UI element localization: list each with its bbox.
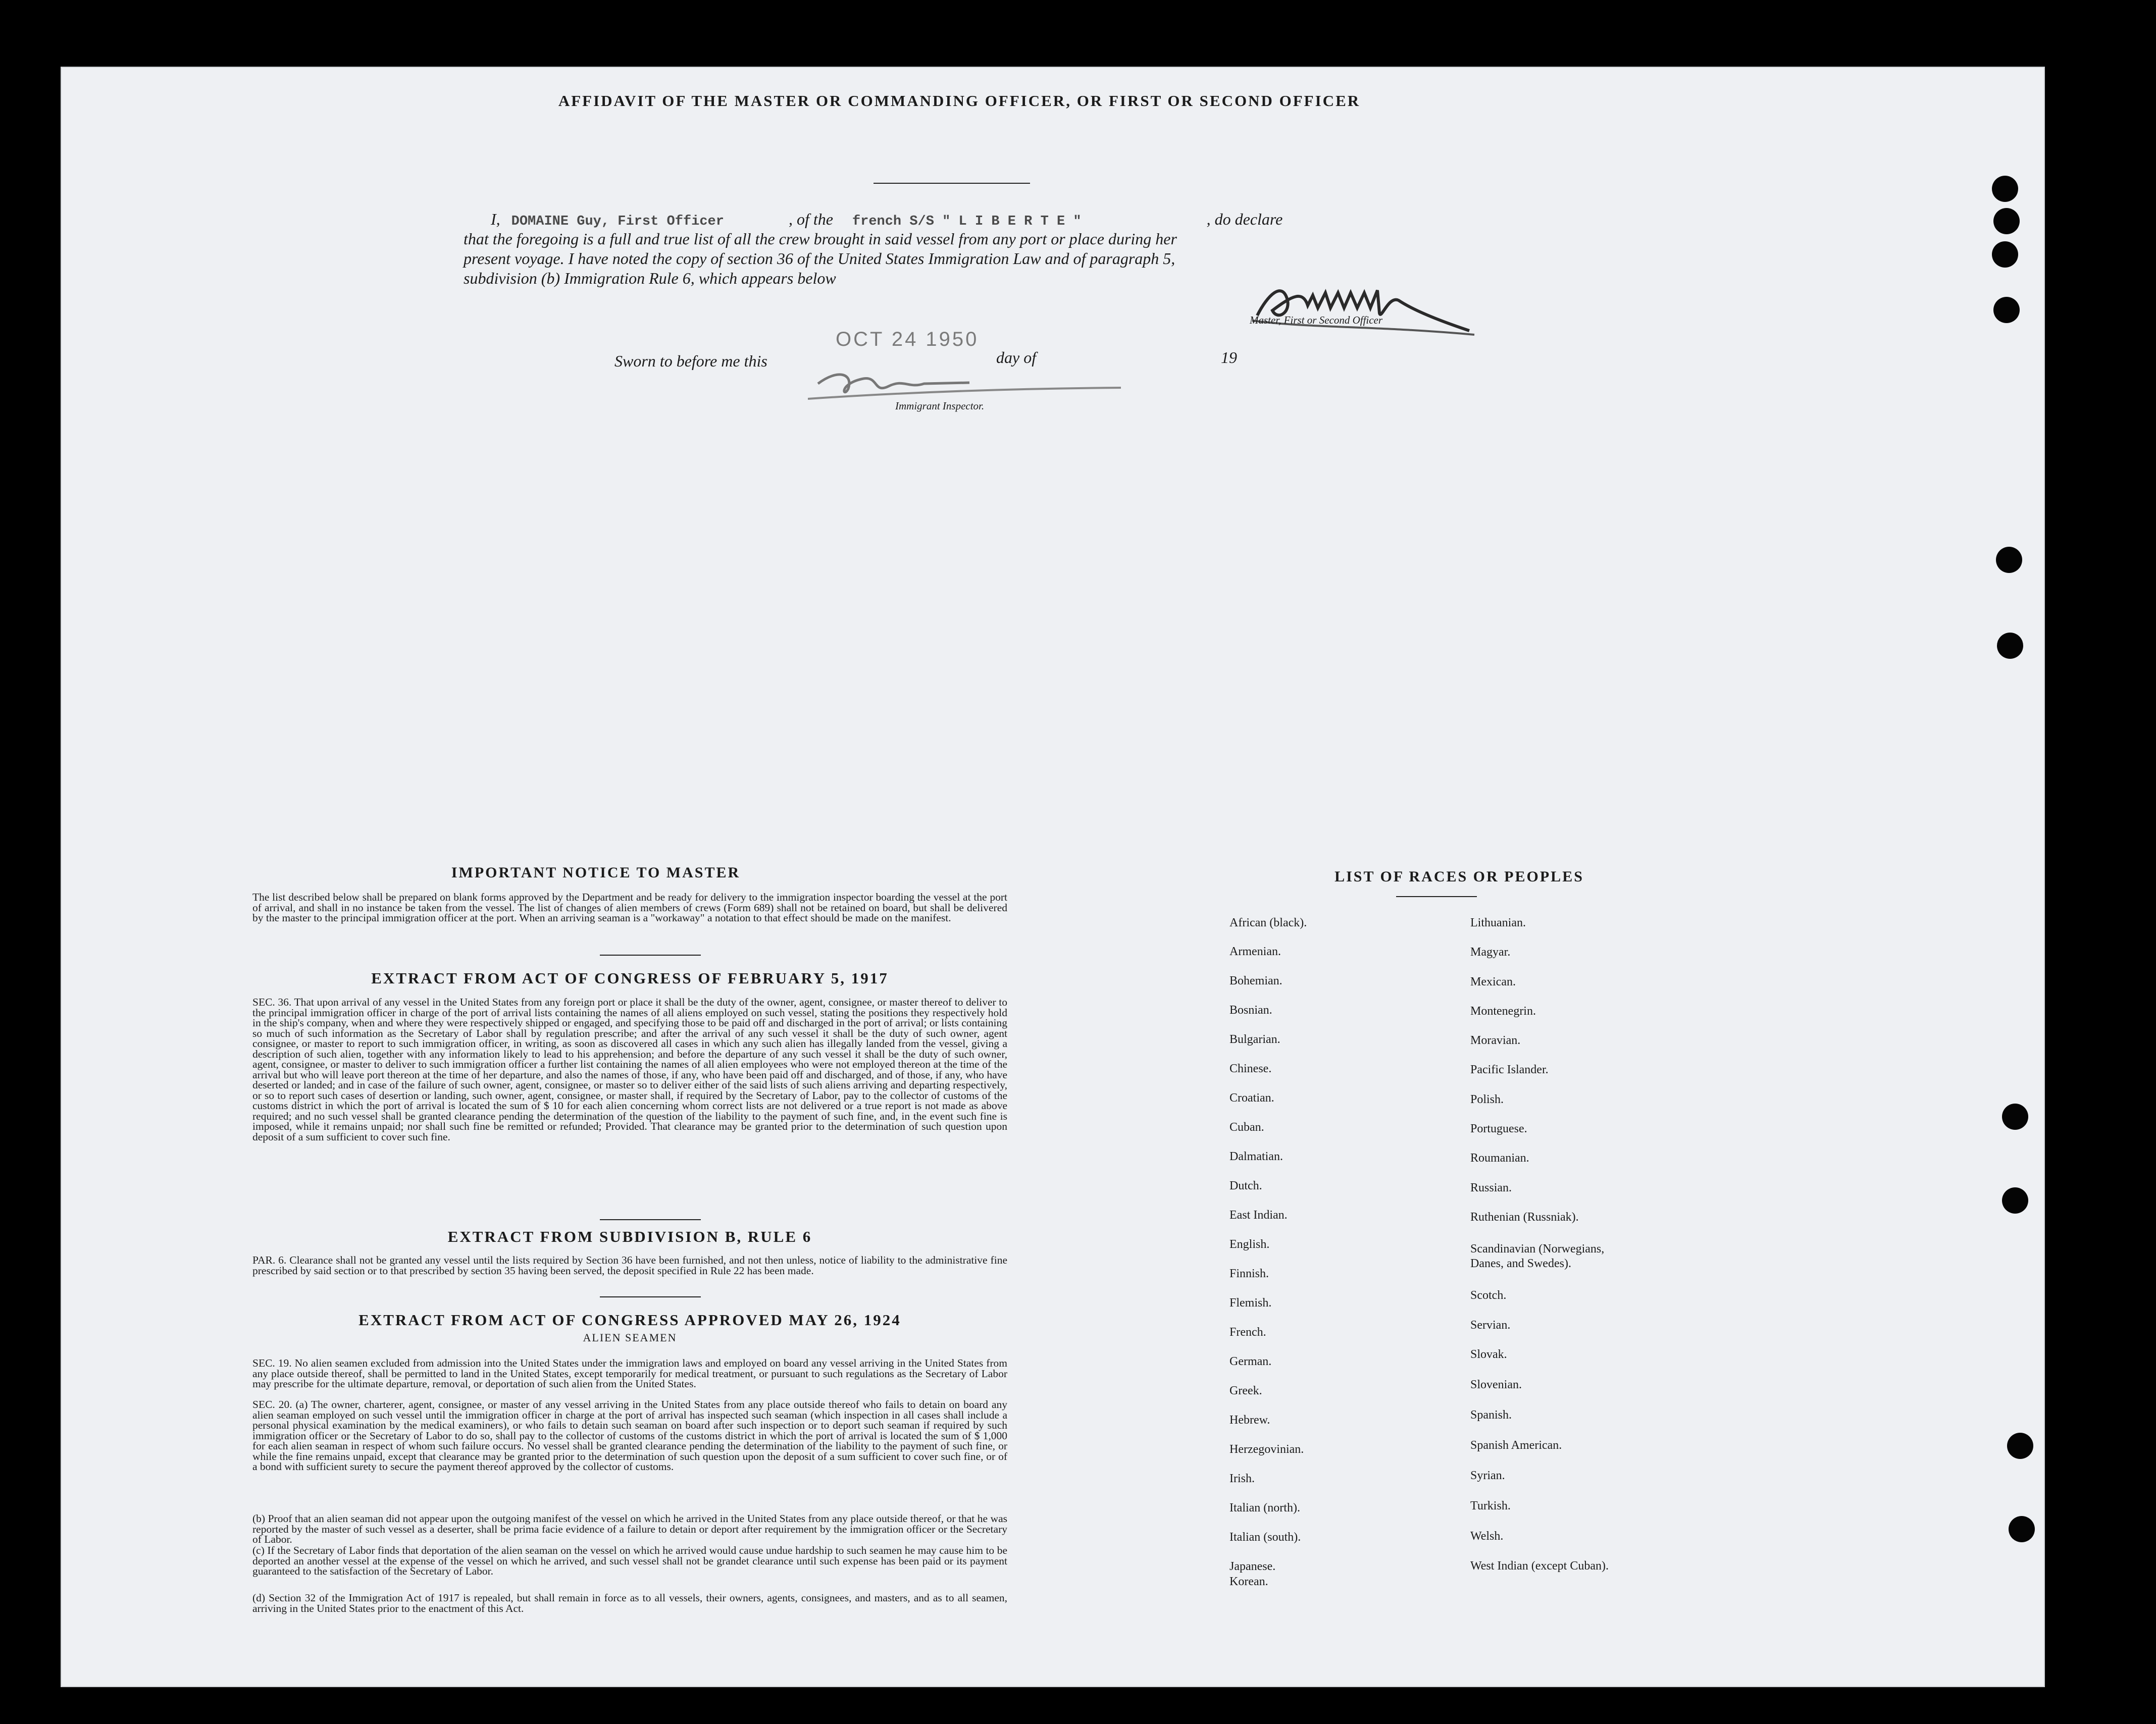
race-item: East Indian.: [1229, 1209, 1288, 1222]
race-item: Finnish.: [1229, 1267, 1269, 1280]
race-item: Syrian.: [1470, 1469, 1505, 1482]
race-item: Irish.: [1229, 1472, 1255, 1485]
title-rule: [874, 183, 1030, 184]
race-item: Bulgarian.: [1229, 1033, 1280, 1046]
race-item: Bohemian.: [1229, 974, 1282, 987]
year-prefix: 19: [1221, 348, 1237, 367]
punch-hole: [1993, 297, 2020, 323]
notice-rule: [600, 955, 701, 956]
race-item: Slovak.: [1470, 1348, 1507, 1361]
race-item: West Indian (except Cuban).: [1470, 1559, 1609, 1573]
race-item: Chinese.: [1229, 1062, 1272, 1075]
race-item: Dalmatian.: [1229, 1150, 1283, 1163]
race-item: Cuban.: [1229, 1121, 1264, 1134]
i-label: I,: [491, 210, 500, 228]
subdivision-b-title: EXTRACT FROM SUBDIVISION B, RULE 6: [447, 1228, 812, 1245]
race-item: Roumanian.: [1470, 1152, 1529, 1165]
race-item: Japanese.: [1229, 1560, 1276, 1573]
race-item: Bosnian.: [1229, 1004, 1272, 1017]
do-declare-label: , do declare: [1206, 210, 1283, 228]
race-item: Scandinavian (Norwegians, Danes, and Swedes).: [1470, 1242, 1605, 1270]
race-item: Welsh.: [1470, 1530, 1504, 1543]
declaration-line-2: that the foregoing is a full and true list of all the crew brought in said vessel from any port or place during her: [464, 230, 1177, 248]
race-item: Flemish.: [1229, 1296, 1272, 1310]
extract-1917-text: SEC. 36. That upon arrival of any vessel in the United States from any foreign port or place it shall be the duty of the owner, agent, consignee, or master thereof to deliver to the principal immigration officer in charge of the port of arrival lists containing the names of all aliens employed on such vessel, stating the positions they respectively hold in the ship's company, when and where they were respectively shipped or engaged, and specifying those to be paid off and discharged in the port of arrival; or lists containing so much of such information as the Secretary of Labor shall by regulation prescribe; and after the arrival of any such vessel it shall be the duty of such owner, agent consignee, or master to report to such immigration officer, in writing, as soon as discovered all cases in which any such alien has illegally landed from the vessel, giving a description of such alien, together with any information likely to lead to his apprehension; and before the departure of any such vessel it shall be the duty of such owner, agent, consignee, or master to deliver to such immigration officer a further list containing the names of all alien employees who were not employed thereon at the time of the arrival but who will leave port thereon at the time of her departure, and also the names of those, if any, who have been paid off and discharged, and of those, if any, who have deserted or landed; and in case of the failure of such owner, agent, consignee, or master so to deliver either of the said lists of such aliens arriving and departing respectively, or so to report such cases of desertion or landing, such owner, agent, consignee, or master shall, if required by the Secretary of Labor, pay to the collector of customs of the customs district in which the port of arrival is located the sum of $ 10 for each alien concerning whom correct lists are not delivered or a true report is not made as above required; and no such vessel shall be granted clearance pending the determination of the question of the liability to the payment of such fine, and, in the event such fine is imposed, while it remains unpaid; nor shall such fine be remitted or refunded; Provided. That clearance may be granted prior to the determination of such question upon deposit of a sum sufficient to cover such fine.: [252, 996, 1007, 1143]
race-item: Servian.: [1470, 1319, 1511, 1332]
races-title: LIST OF RACES OR PEOPLES: [1334, 868, 1584, 885]
race-item: African (black).: [1229, 916, 1307, 929]
subdivision-b-text: PAR. 6. Clearance shall not be granted any vessel until the lists required by Section 36 have been furnished, and not then unless, notice of liability to the administrative fine prescribed by said section or to that prescribed by section 35 having been served, the deposit specified in Rule 22 has been made.: [252, 1254, 1007, 1277]
extract-1917-title: EXTRACT FROM ACT OF CONGRESS OF FEBRUARY 5, 1917: [371, 969, 889, 987]
of-the-label: , of the: [788, 210, 833, 228]
race-item: English.: [1229, 1238, 1270, 1251]
race-item: Pacific Islander.: [1470, 1063, 1549, 1076]
race-item: Spanish American.: [1470, 1439, 1562, 1452]
race-item: Montenegrin.: [1470, 1005, 1536, 1018]
officer-name: DOMAINE Guy, First Officer: [511, 214, 724, 229]
subdivision-b-rule: [600, 1296, 701, 1297]
race-item: Dutch.: [1229, 1179, 1262, 1192]
sec19-text: SEC. 19. No alien seamen excluded from admission into the United States under the immigration laws and employed on board any vessel arriving in the United States from any place outside thereof, shall be permitted to land in the United States, except temporarily for medical treatment, or pursuant to such regulations as the Secretary of Labor may prescribe for the ultimate departure, removal, or deportation of such alien from the United States.: [252, 1357, 1007, 1390]
race-item: Slovenian.: [1470, 1378, 1522, 1391]
race-item: Hebrew.: [1229, 1414, 1270, 1427]
signer-caption: Master, First or Second Officer: [1250, 314, 1383, 326]
alien-seamen-subtitle: ALIEN SEAMEN: [583, 1331, 677, 1344]
race-item: Mexican.: [1470, 975, 1516, 988]
race-item: Scotch.: [1470, 1289, 1507, 1302]
race-item: Lithuanian.: [1470, 916, 1526, 929]
punch-hole: [1992, 176, 2018, 202]
race-item: Moravian.: [1470, 1034, 1521, 1047]
race-item: Portuguese.: [1470, 1122, 1527, 1135]
race-item: Polish.: [1470, 1093, 1504, 1106]
day-of-label: day of: [996, 348, 1037, 367]
races-rule: [1396, 896, 1477, 897]
punch-hole: [1993, 208, 2020, 234]
declaration-line-3: present voyage. I have noted the copy of section 36 of the United States Immigration Law and of paragraph 5,: [464, 249, 1175, 268]
race-item: Greek.: [1229, 1384, 1262, 1397]
extract-1924-title: EXTRACT FROM ACT OF CONGRESS APPROVED MAY 26, 1924: [358, 1311, 901, 1329]
sec20a-text: SEC. 20. (a) The owner, charterer, agent, consignee, or master of any vessel arriving in the United States from any place outside thereof who fails to detain on board any alien seaman employed on such vessel until the immigration officer in charge at the port of arrival has inspected such seaman (which inspection in all cases shall include a personal physical examination by the medical examiners), or who fails to detain such seaman on board after such inspection or to deport such seaman if required by such immigration officer or the Secretary of Labor to do so, shall pay to the collector of customs of the customs district in which the port of arrival is located the sum of $ 1,000 for each alien seaman in respect of whom such failure occurs. No vessel shall be granted clearance pending the determination of the liability to the payment of such fine, or while the fine remains unpaid, except that clearance may be granted prior to the determination of such question upon the deposit of a sum sufficient to cover such fine, or of a bond with sufficient surety to secure the payment thereof approved by the collector of customs.: [252, 1398, 1007, 1473]
officer-signature: [1247, 265, 1479, 341]
inspector-caption: Immigrant Inspector.: [895, 400, 985, 412]
race-item: Armenian.: [1229, 945, 1281, 958]
date-stamp: OCT 24 1950: [836, 328, 979, 350]
race-item: Russian.: [1470, 1181, 1512, 1194]
notice-title: IMPORTANT NOTICE TO MASTER: [451, 864, 741, 881]
punch-hole: [1996, 547, 2022, 573]
sworn-label: Sworn to before me this: [614, 352, 767, 370]
race-item: Croatian.: [1229, 1091, 1274, 1105]
punch-hole: [2009, 1516, 2035, 1542]
race-item: Turkish.: [1470, 1499, 1511, 1512]
race-item: Ruthenian (Russniak).: [1470, 1211, 1579, 1224]
sec20b-text: (b) Proof that an alien seaman did not appear upon the outgoing manifest of the vessel on which he arrived in the United States from any place outside thereof, or that he was reported by the master of such vessel as a deserter, shall be prima facie evidence of a failure to detain or deport after requirement by the immigration officer or the Secretary of Labor.: [252, 1512, 1007, 1545]
sec20c-text: (c) If the Secretary of Labor finds that deportation of the alien seaman on the vessel on which he arrived would cause undue hardship to such seamen he may cause him to be deported an another vessel at the expense of the vessel on which he arrived, and such vessel shall not be grandet clearance until such expense has been paid or its payment guaranteed to the satisfaction of the Secretary of Labor.: [252, 1544, 1007, 1577]
punch-hole: [2002, 1187, 2028, 1214]
race-item: Spanish.: [1470, 1408, 1512, 1422]
race-item: Korean.: [1229, 1575, 1268, 1588]
race-item: Italian (south).: [1229, 1531, 1301, 1544]
punch-hole: [1997, 633, 2023, 659]
notice-text: The list described below shall be prepared on blank forms approved by the Department and be ready for delivery to the immigration inspector boarding the vessel at the port of arrival, and shall in no instance be taken from the vessel. The list of changes of alien members of crews (Form 689) shall not be retained on board, but shall be delivered by the master to the principal immigration officer at the port. When an arriving seaman is a "workaway" a notation to that effect should be made on the manifest.: [252, 891, 1007, 924]
extract-1917-rule: [600, 1219, 701, 1220]
race-item: Italian (north).: [1229, 1501, 1300, 1514]
punch-hole: [1992, 241, 2018, 268]
race-item: German.: [1229, 1355, 1272, 1368]
affidavit-title: AFFIDAVIT OF THE MASTER OR COMMANDING OFFICER, OR FIRST OR SECOND OFFICER: [558, 92, 1361, 110]
vessel-name: french S/S " L I B E R T E ": [852, 214, 1082, 229]
race-item: French.: [1229, 1326, 1266, 1339]
punch-hole: [2007, 1433, 2033, 1459]
declaration-line-4: subdivision (b) Immigration Rule 6, which appears below: [464, 269, 836, 287]
race-item: Herzegovinian.: [1229, 1443, 1304, 1456]
race-item: Magyar.: [1470, 946, 1511, 959]
declaration-line-1: [491, 210, 1282, 229]
punch-hole: [2002, 1104, 2028, 1130]
sec20d-text: (d) Section 32 of the Immigration Act of 1917 is repealed, but shall remain in force as to all vessels, their owners, agents, consignees, and masters, and as to all seamen, arriving in the United States prior to the enactment of this Act.: [252, 1592, 1007, 1614]
